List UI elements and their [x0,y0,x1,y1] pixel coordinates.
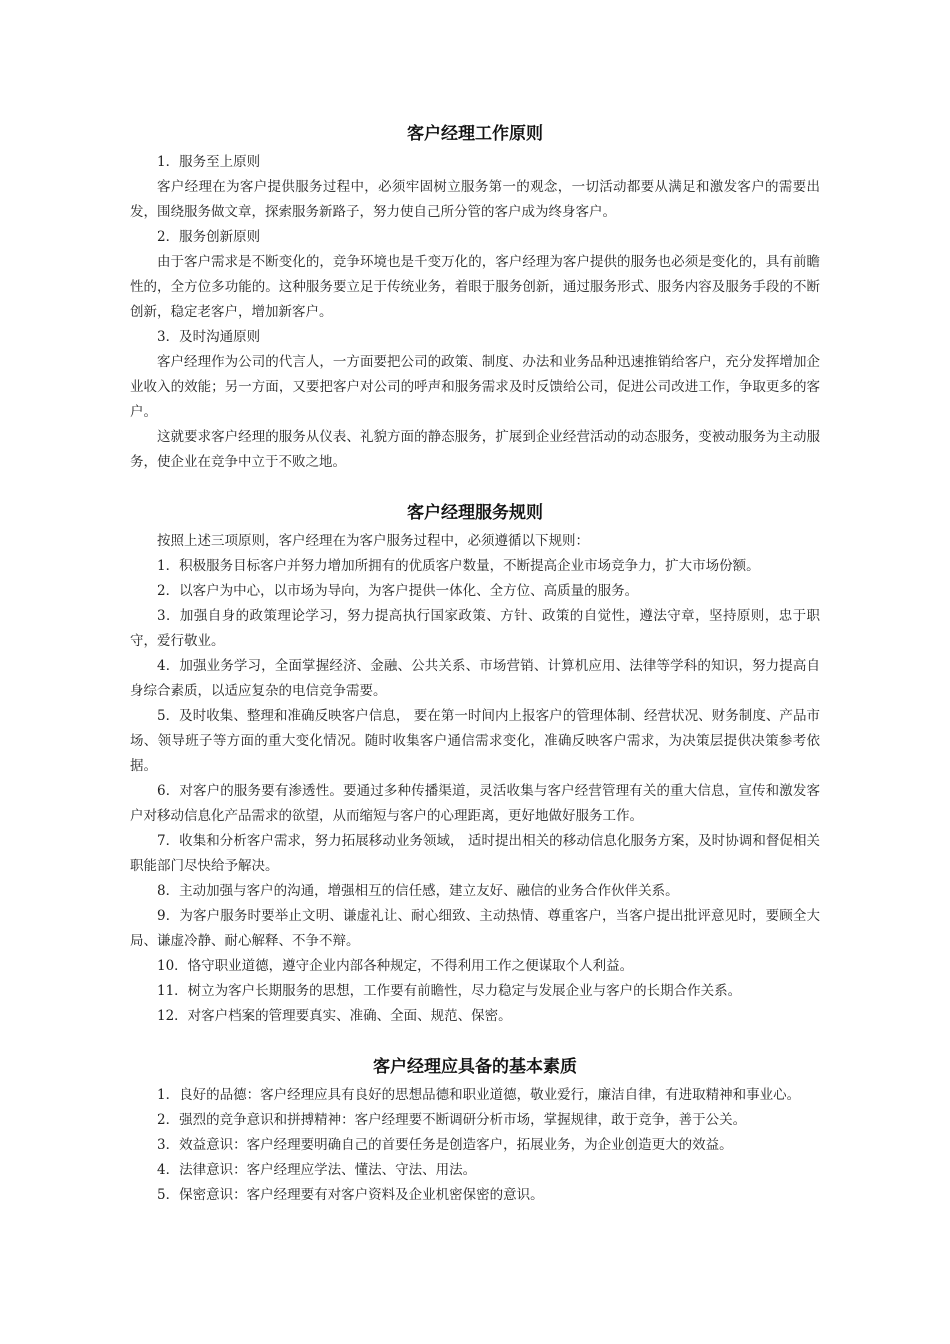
paragraph: 这就要求客户经理的服务从仪表、礼貌方面的静态服务，扩展到企业经营活动的动态服务，变被动服务为主动服务，使企业在竞争中立于不败之地。 [130,429,820,470]
paragraph: 客户经理作为公司的代言人，一方面要把公司的政策、制度、办法和业务品种迅速推销给客户，充分发挥增加企业收入的效能；另一方面，又要把客户对公司的呼声和服务需求及时反馈给公司，促进公司改进工作，争取更多的客户。 [130,354,820,420]
paragraph: 11．树立为客户长期服务的思想，工作要有前瞻性，尽力稳定与发展企业与客户的长期合作关系。 [157,983,742,999]
paragraph: 9．为客户服务时要举止文明、谦虚礼让、耐心细致、主动热情、尊重客户，当客户提出批评意见时，要顾全大局、谦虚冷静、耐心解释、不争不辩。 [130,908,820,949]
paragraph: 10．恪守职业道德，遵守企业内部各种规定，不得利用工作之便谋取个人利益。 [157,958,634,974]
paragraph: 3．加强自身的政策理论学习，努力提高执行国家政策、方针、政策的自觉性，遵法守章，坚持原则，忠于职守，爱行敬业。 [130,608,820,649]
section-title: 客户经理服务规则 [407,503,543,523]
paragraph: 客户经理在为客户提供服务过程中，必须牢固树立服务第一的观念，一切活动都要从满足和激发客户的需要出发，围绕服务做文章，探索服务新路子，努力使自己所分管的客户成为终身客户。 [130,179,820,220]
paragraph: 4．法律意识：客户经理应学法、懂法、守法、用法。 [157,1162,477,1178]
paragraph: 3．及时沟通原则 [157,329,261,345]
paragraph: 6．对客户的服务要有渗透性。要通过多种传播渠道，灵活收集与客户经营管理有关的重大信息，宣传和激发客户对移动信息化产品需求的欲望，从而缩短与客户的心理距离，更好地做好服务工作。 [130,783,820,824]
paragraph: 1．积极服务目标客户并努力增加所拥有的优质客户数量，不断提高企业市场竞争力，扩大市场份额。 [157,558,760,574]
paragraph: 3．效益意识：客户经理要明确自己的首要任务是创造客户，拓展业务，为企业创造更大的效益。 [157,1137,733,1153]
paragraph: 4．加强业务学习，全面掌握经济、金融、公共关系、市场营销、计算机应用、法律等学科的知识，努力提高自身综合素质，以适应复杂的电信竞争需要。 [130,658,820,699]
paragraph: 2．强烈的竞争意识和拼搏精神：客户经理要不断调研分析市场，掌握规律，敢于竞争，善于公关。 [157,1112,747,1128]
paragraph: 1．服务至上原则 [157,154,261,170]
section-title: 客户经理应具备的基本素质 [373,1057,577,1077]
paragraph: 5．保密意识：客户经理要有对客户资料及企业机密保密的意识。 [157,1187,544,1203]
section-title: 客户经理工作原则 [407,124,543,144]
paragraph: 7．收集和分析客户需求，努力拓展移动业务领域， 适时提出相关的移动信息化服务方案，及时协调和督促相关职能部门尽快给予解决。 [130,833,820,874]
document-page [130,120,820,1208]
section-service-rules [130,499,820,1029]
section-work-principles [130,120,820,475]
section-basic-qualities [130,1053,820,1208]
paragraph: 8．主动加强与客户的沟通，增强相互的信任感，建立友好、融信的业务合作伙伴关系。 [157,883,679,899]
paragraph: 5．及时收集、整理和准确反映客户信息， 要在第一时间内上报客户的管理体制、经营状况、财务制度、产品市场、领导班子等方面的重大变化情况。随时收集客户通信需求变化，准确反映客户需求，为决策层提供决策参考依据。 [130,708,820,774]
paragraph: 2．服务创新原则 [157,229,261,245]
paragraph: 2．以客户为中心，以市场为导向，为客户提供一体化、全方位、高质量的服务。 [157,583,639,599]
paragraph: 按照上述三项原则，客户经理在为客户服务过程中，必须遵循以下规则： [157,533,589,549]
paragraph: 12．对客户档案的管理要真实、准确、全面、规范、保密。 [157,1008,512,1024]
paragraph: 1．良好的品德：客户经理应具有良好的思想品德和职业道德，敬业爱行，廉洁自律，有进取精神和事业心。 [157,1087,801,1103]
paragraph: 由于客户需求是不断变化的，竞争环境也是千变万化的，客户经理为客户提供的服务也必须是变化的，具有前瞻性的，全方位多功能的。这种服务要立足于传统业务，着眼于服务创新，通过服务形式、服务内容及服务手段的不断创新，稳定老客户，增加新客户。 [130,254,820,320]
